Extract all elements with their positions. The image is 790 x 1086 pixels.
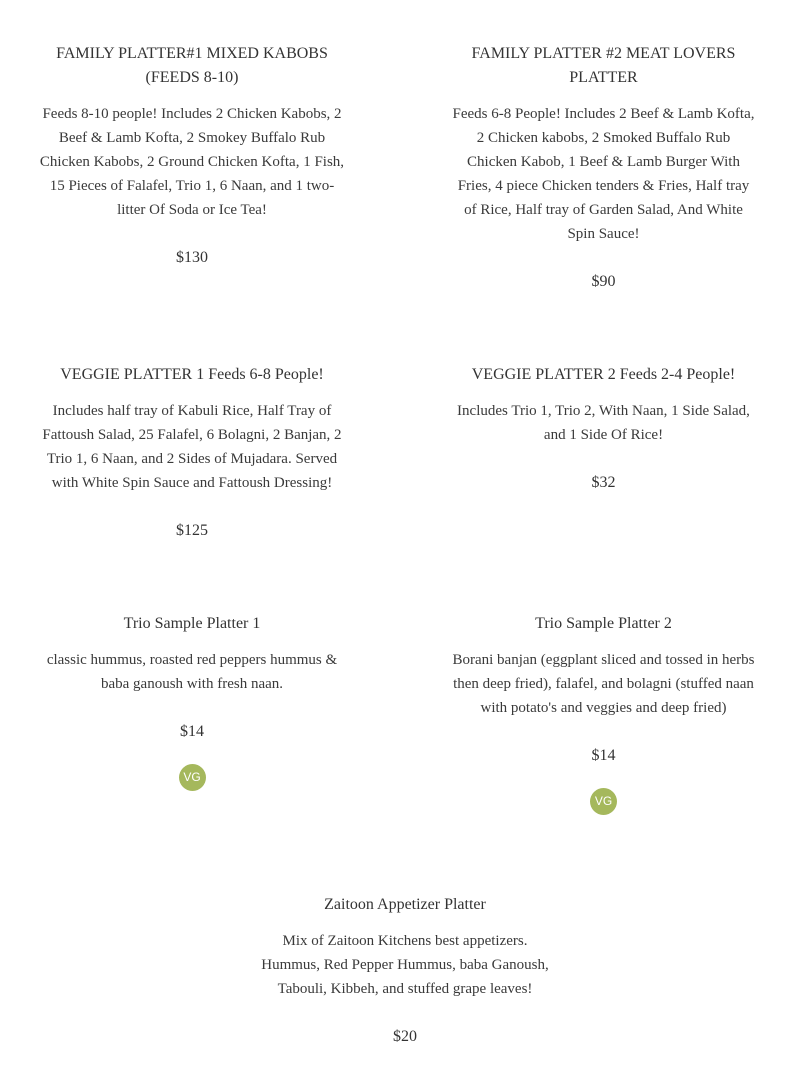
menu-item[interactable] bbox=[38, 612, 346, 791]
item-title: Zaitoon Appetizer Platter bbox=[324, 896, 486, 913]
menu-item[interactable] bbox=[38, 363, 346, 543]
item-description: Feeds 8-10 people! Includes 2 Chicken Kabobs, 2 Beef & Lamb Kofta, 2 Smokey Buffalo Rub Chicken Kabobs, 2 Ground Chicken Kofta, 1 Fish, 15 Pieces of Falafel, Trio 1, 6 Naan, and 1 two-litter Of Soda or Ice Tea! bbox=[39, 106, 345, 218]
item-title: Trio Sample Platter 2 bbox=[535, 615, 672, 632]
menu-item[interactable] bbox=[452, 612, 755, 815]
item-price: $90 bbox=[591, 273, 616, 290]
item-price: $14 bbox=[180, 723, 204, 740]
menu-item[interactable] bbox=[452, 42, 755, 294]
vegetarian-badge-icon: VG bbox=[179, 764, 206, 791]
menu-item[interactable] bbox=[38, 42, 346, 270]
item-description: Borani banjan (eggplant sliced and tossed in herbs then deep fried), falafel, and bolagni (stuffed naan with potato's and veggies and deep fried) bbox=[452, 652, 755, 716]
item-price: $130 bbox=[176, 249, 208, 266]
item-title: FAMILY PLATTER#1 MIXED KABOBS (FEEDS 8-10) bbox=[56, 45, 328, 86]
item-title: Trio Sample Platter 1 bbox=[123, 615, 261, 632]
item-price: $14 bbox=[591, 747, 616, 764]
menu-item[interactable] bbox=[452, 363, 755, 495]
item-description: Mix of Zaitoon Kitchens best appetizers. Hummus, Red Pepper Hummus, baba Ganoush, Tabouli, Kibbeh, and stuffed grape leaves! bbox=[261, 933, 549, 997]
item-title: VEGGIE PLATTER 1 Feeds 6-8 People! bbox=[60, 366, 324, 383]
item-price: $20 bbox=[393, 1028, 417, 1045]
item-title: VEGGIE PLATTER 2 Feeds 2-4 People! bbox=[471, 366, 736, 383]
item-description: Includes half tray of Kabuli Rice, Half Tray of Fattoush Salad, 25 Falafel, 6 Bolagni, 2 Banjan, 2 Trio 1, 6 Naan, and 2 Sides of Mujadara. Served with White Spin Sauce and Fattoush Dressing! bbox=[42, 403, 342, 491]
item-title: FAMILY PLATTER #2 MEAT LOVERS PLATTER bbox=[471, 45, 736, 86]
item-description: Includes Trio 1, Trio 2, With Naan, 1 Side Salad, and 1 Side Of Rice! bbox=[457, 403, 750, 443]
menu-item[interactable] bbox=[255, 893, 555, 1049]
item-price: $32 bbox=[591, 474, 616, 491]
item-price: $125 bbox=[176, 522, 208, 539]
item-description: Feeds 6-8 People! Includes 2 Beef & Lamb Kofta, 2 Chicken kabobs, 2 Smoked Buffalo Rub Chicken Kabob, 1 Beef & Lamb Burger With Fries, 4 piece Chicken tenders & Fries, Half tray of Rice, Half tray of Garden Salad, And White Spin Sauce! bbox=[452, 106, 755, 242]
item-description: classic hummus, roasted red peppers hummus & baba ganoush with fresh naan. bbox=[46, 652, 338, 692]
vegetarian-badge-icon: VG bbox=[590, 788, 617, 815]
